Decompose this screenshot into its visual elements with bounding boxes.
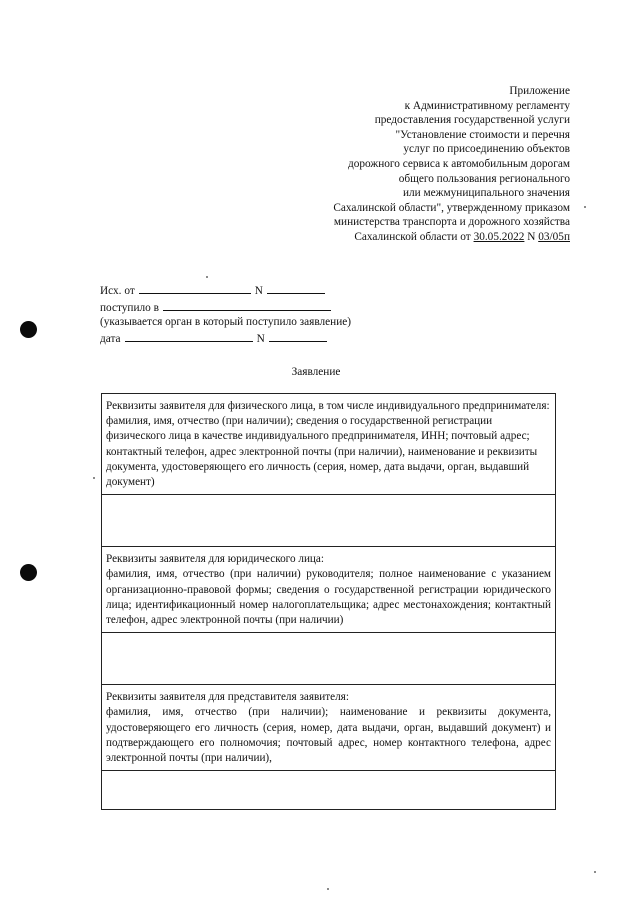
appendix-order-line — [270, 230, 570, 245]
appendix-line: предоставления государственной услуги — [374, 114, 570, 127]
scan-speck — [206, 276, 208, 278]
document-title: Заявление — [291, 366, 341, 378]
appendix-line: к Административному регламенту — [404, 99, 570, 112]
appendix-line: Приложение — [509, 85, 570, 97]
section-individual — [102, 394, 555, 495]
received-note: (указывается орган в который поступило заявление) — [100, 316, 352, 329]
section-body: фамилия, имя, отчество (при наличии); сведения о государственной регистрации физического лица в качестве индивидуального предпринимателя, ИНН; почтовый адрес; контактный телефон, адрес электронной почты (при наличии), наименование и реквизиты документа, удостоверяющего его личность (серия, номер, дата выдачи, орган, выдавший документ) — [106, 415, 538, 489]
received-date-field[interactable] — [125, 330, 253, 342]
scan-speck — [93, 477, 95, 479]
received-note-row — [100, 315, 351, 330]
received-organ-field[interactable] — [163, 299, 331, 311]
section-heading: Реквизиты заявителя для представителя заявителя: — [106, 691, 349, 704]
outgoing-row — [100, 282, 351, 299]
appendix-header — [270, 84, 570, 245]
scan-speck — [594, 871, 596, 873]
appendix-line: услуг по присоединению объектов — [403, 143, 570, 156]
legal-entity-input-cell[interactable] — [102, 633, 555, 685]
date-label: дата — [100, 332, 121, 345]
individual-input-cell[interactable] — [102, 495, 555, 547]
representative-input-cell[interactable] — [102, 771, 555, 809]
application-table — [101, 393, 556, 810]
section-representative — [102, 685, 555, 771]
appendix-line: дорожного сервиса к автомобильным дорогам — [348, 157, 570, 170]
appendix-line: "Установление стоимости и перечня — [395, 128, 570, 141]
received-row — [100, 299, 351, 316]
received-number-field[interactable] — [269, 330, 327, 342]
outgoing-date-field[interactable] — [139, 282, 251, 294]
section-heading: Реквизиты заявителя для юридического лица: — [106, 553, 324, 566]
section-body: фамилия, имя, отчество (при наличии) руководителя; полное наименование с указанием организационно-правовой формы; сведения о государственной регистрации юридического лица; идентификационный номер налогоплательщика; адрес местонахождения; контактный телефон, адрес электронной почты (при наличии) — [106, 568, 551, 627]
section-body: фамилия, имя, отчество (при наличии); наименование и реквизиты документа, удостоверяющего его личность (серия, номер, дата выдачи, орган, выдавший документ) и подтверждающего его полномочия; почтовый адрес, номер контактного телефона, адрес электронной почты (при наличии), — [106, 706, 551, 765]
order-number: 03/05п — [538, 230, 570, 243]
outgoing-number-label: N — [254, 285, 263, 297]
scan-speck — [584, 206, 586, 208]
date-number-label: N — [256, 332, 265, 345]
outgoing-label: Исх. от — [100, 285, 135, 297]
request-fields — [100, 282, 351, 346]
appendix-line: Сахалинской области", утвержденному приказом — [333, 201, 570, 214]
section-heading: Реквизиты заявителя для физического лица, в том числе индивидуального предпринимателя: — [106, 400, 550, 412]
appendix-line: министерства транспорта и дорожного хозяйства — [333, 216, 570, 229]
punch-hole-bottom — [20, 564, 37, 581]
section-legal-entity — [102, 547, 555, 633]
order-date: 30.05.2022 — [473, 230, 525, 243]
scan-speck — [327, 888, 329, 890]
appendix-line: или межмуниципального значения — [402, 187, 570, 200]
appendix-order-prefix: Сахалинской области от — [354, 230, 474, 243]
outgoing-number-field[interactable] — [267, 282, 325, 294]
punch-hole-top — [20, 321, 37, 338]
received-label: поступило в — [100, 301, 159, 314]
appendix-line: общего пользования регионального — [398, 172, 570, 185]
order-number-label: N — [524, 230, 539, 243]
date-row — [100, 330, 351, 347]
